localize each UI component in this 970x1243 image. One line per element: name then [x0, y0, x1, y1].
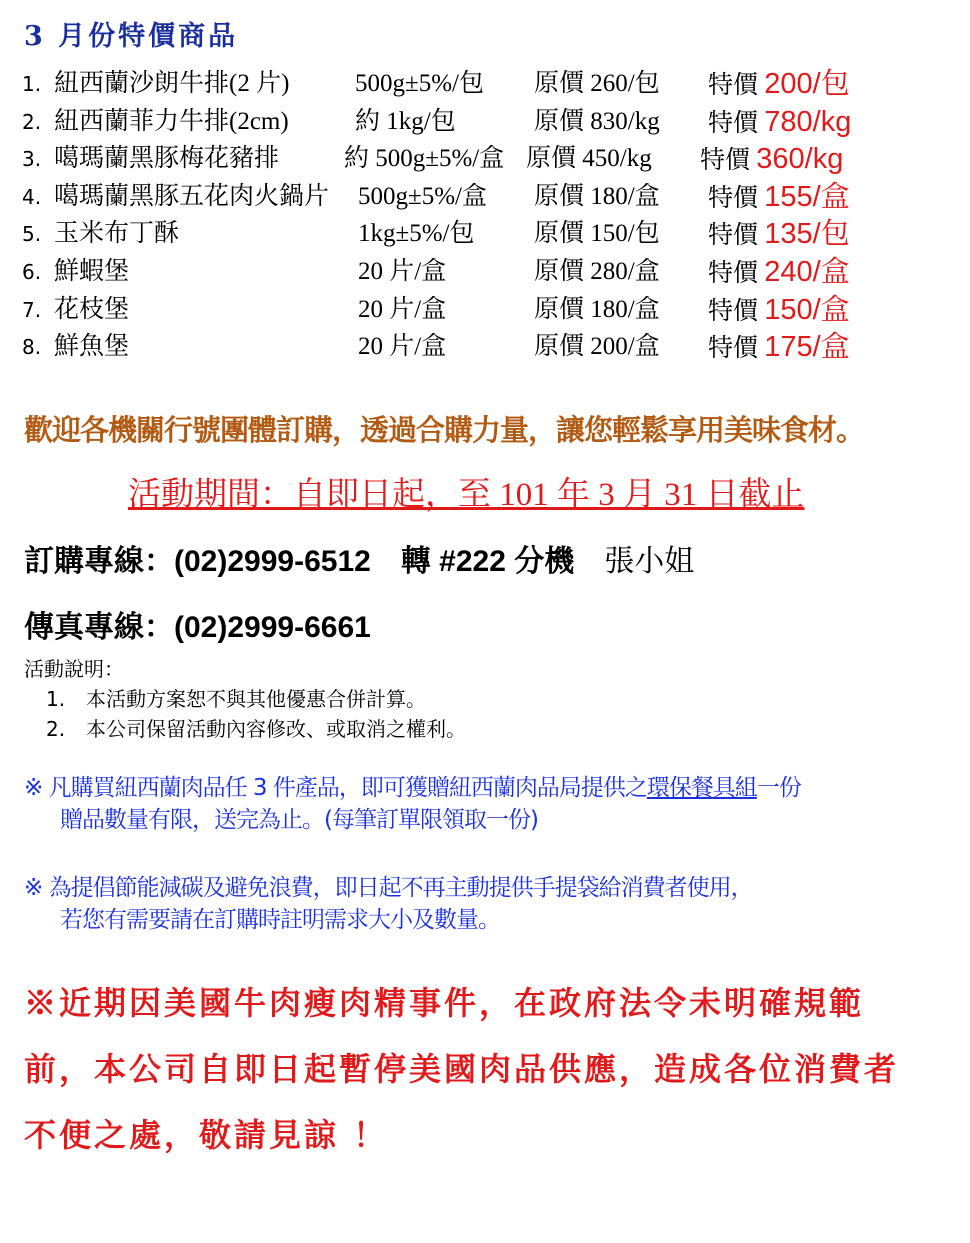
us-beef-notice	[24, 970, 944, 1168]
special-price: 175/盒	[764, 331, 850, 364]
notice-line-1: ※近期因美國牛肉瘦肉精事件，在政府法令未明確規範	[24, 984, 865, 1022]
order-contact: 張小姐	[604, 545, 695, 578]
original-price: 原價 830/kg	[534, 107, 660, 135]
page-title: 3 月份特價商品	[24, 21, 239, 52]
special-label: 特價	[708, 335, 759, 363]
product-number: 6.	[22, 259, 42, 284]
product-list	[22, 66, 922, 367]
special-price-group	[708, 66, 850, 104]
product-number: 2.	[22, 109, 42, 134]
product-row	[22, 104, 922, 142]
product-spec: 20 片/盒	[358, 295, 447, 323]
product-number: 1.	[22, 72, 42, 96]
gift-line-2: 贈品數量有限，送完為止。(每筆訂單限領取一份)	[60, 807, 538, 833]
notice-line-3: 不便之處，敬請見諒 ！	[24, 1116, 389, 1154]
special-price-group	[708, 254, 850, 292]
activity-notes	[24, 654, 466, 744]
product-spec: 1kg±5%/包	[358, 220, 475, 248]
welcome-message: 歡迎各機關行號團體訂購，透過合購力量，讓您輕鬆享用美味食材。	[24, 413, 865, 447]
notice-line-2: 前，本公司自即日起暫停美國肉品供應，造成各位消費者	[24, 1050, 900, 1088]
note-text: 本活動方案恕不與其他優惠合併計算。	[86, 687, 426, 711]
special-label: 特價	[708, 184, 759, 212]
special-label: 特價	[708, 259, 759, 287]
special-price-group	[708, 216, 850, 254]
product-row	[22, 254, 922, 292]
bag-line-1: ※ 為提倡節能減碳及避免浪費，即日起不再主動提供手提袋給消費者使用，	[24, 875, 753, 901]
special-price: 135/包	[764, 218, 850, 251]
bag-notice	[24, 872, 753, 936]
product-row	[22, 141, 922, 179]
product-row	[22, 179, 922, 217]
promotion-period: 活動期間：自即日起，至 101 年 3 月 31 日截止	[128, 477, 805, 513]
gift-text: ※ 凡購買紐西蘭肉品任 3 件產品，即可獲贈紐西蘭肉品局提供之	[24, 775, 647, 801]
note-number: 1.	[46, 687, 66, 711]
special-price-group	[708, 179, 850, 217]
notes-heading: 活動說明：	[24, 657, 124, 681]
product-number: 7.	[22, 297, 42, 322]
product-row	[22, 216, 922, 254]
product-name: 鮮魚堡	[54, 333, 130, 361]
original-price: 原價 450/kg	[526, 145, 652, 173]
special-price: 150/盒	[764, 293, 850, 326]
fax-hotline	[24, 602, 371, 646]
product-spec: 約 1kg/包	[355, 107, 456, 135]
product-name: 紐西蘭沙朗牛排(2 片)	[54, 70, 290, 97]
product-number: 5.	[22, 222, 42, 247]
note-text: 本公司保留活動內容修改、或取消之權利。	[86, 717, 466, 741]
special-price: 360/kg	[756, 143, 844, 176]
product-number: 3.	[22, 147, 42, 172]
special-price-group	[700, 141, 843, 179]
product-spec: 500g±5%/盒	[358, 182, 487, 210]
gift-line-1	[24, 772, 801, 804]
fax-label: 傳真專線：	[24, 611, 174, 644]
original-price: 原價 180/盒	[534, 295, 660, 323]
product-name: 花枝堡	[54, 295, 130, 323]
product-row	[22, 329, 922, 367]
special-label: 特價	[700, 147, 751, 175]
product-spec: 20 片/盒	[358, 333, 447, 361]
original-price: 原價 180/盒	[534, 182, 660, 210]
product-name: 玉米布丁酥	[54, 220, 180, 248]
special-label: 特價	[708, 222, 759, 250]
order-extension: 轉 #222 分機	[400, 545, 575, 578]
original-price: 原價 280/盒	[534, 257, 660, 285]
fax-number: (02)2999-6661	[174, 611, 371, 644]
special-label: 特價	[708, 72, 759, 99]
note-number: 2.	[46, 717, 66, 741]
bag-line-2: 若您有需要請在訂購時註明需求大小及數量。	[60, 907, 500, 933]
special-label: 特價	[708, 109, 759, 137]
original-price: 原價 150/包	[534, 220, 660, 248]
product-number: 4.	[22, 184, 42, 209]
product-row	[22, 292, 922, 330]
special-label: 特價	[708, 297, 759, 325]
note-item	[24, 714, 466, 744]
product-spec: 20 片/盒	[358, 257, 447, 285]
product-name: 噶瑪蘭黑豚梅花豬排	[54, 145, 280, 173]
original-price: 原價 200/盒	[534, 333, 660, 361]
order-label: 訂購專線：	[24, 545, 174, 578]
gift-item: 環保餐具組	[646, 775, 757, 801]
product-name: 鮮蝦堡	[54, 257, 130, 285]
original-price: 原價 260/包	[534, 70, 660, 97]
special-price: 155/盒	[764, 180, 850, 213]
product-number: 8.	[22, 335, 42, 360]
special-price-group	[708, 329, 850, 367]
note-item	[24, 684, 466, 714]
special-price-group	[708, 104, 851, 142]
gift-suffix: 一份	[756, 775, 801, 801]
order-hotline	[24, 536, 694, 580]
product-name: 紐西蘭菲力牛排(2cm)	[54, 107, 289, 135]
product-row	[22, 66, 922, 104]
product-spec: 約 500g±5%/盒	[344, 145, 505, 173]
special-price: 780/kg	[764, 105, 852, 138]
product-name: 噶瑪蘭黑豚五花肉火鍋片	[54, 182, 330, 210]
gift-notice	[24, 772, 801, 836]
product-spec: 500g±5%/包	[355, 70, 484, 97]
special-price: 240/盒	[764, 255, 850, 288]
special-price: 200/包	[764, 68, 850, 100]
special-price-group	[708, 292, 850, 330]
order-phone: (02)2999-6512	[174, 545, 371, 578]
